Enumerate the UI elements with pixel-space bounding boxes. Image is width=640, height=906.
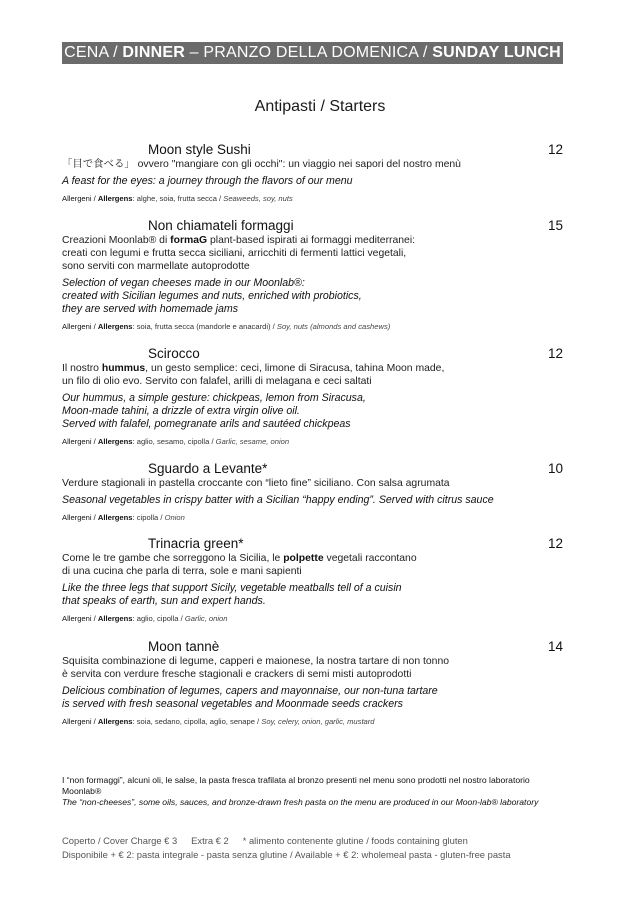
menu-item-header [62,217,563,234]
allergen-label-prefix: Allergeni / [62,717,98,726]
allergens-english: Garlic, onion [184,614,228,623]
header-pranzo: – PRANZO DELLA DOMENICA / [184,44,433,61]
menu-item-price: 12 [547,536,563,551]
menu-item-header [62,345,563,362]
allergen-label [62,717,137,726]
allergen-label-bold: Allergens [97,437,133,446]
menu-item-allergens [62,194,563,204]
allergens-english: Soy, nuts (almonds and cashews) [276,322,391,331]
description-text: plant-based ispirati ai formaggi mediterranei: creati con legumi e frutta secca siciliani, arricchiti di fermenti lattici vegetali, sono serviti con marmellate autoprodotte [62,235,416,272]
description-text: 「目で食べる」 ovvero "mangiare con gli occhi": un viaggio nei sapori del nostro menù [62,159,461,170]
note-italian: I “non formaggi”, alcuni oli, le salse, la pasta fresca trafilata al bronzo presenti nel menu sono prodotti nel nostro laboratorio Moonlab® [62,775,530,796]
allergen-label-bold: Allergens [97,322,133,331]
menu-item-description-english: Our hummus, a simple gesture: chickpeas, lemon from Siracusa, Moon-made tahini, a drizzle of extra virgin olive oil. Served with falafel, pomegranate arils and sautéed chickpeas [62,392,366,430]
allergen-label-suffix: : [132,437,137,446]
menu-item [62,141,563,204]
menu-item-name: Non chiamateli formaggi [148,218,294,233]
menu-header-bar [62,42,563,64]
allergen-label-bold: Allergens [97,513,133,522]
menu-item-header [62,638,563,655]
allergen-label [62,513,137,522]
allergen-label-suffix: : [132,194,137,203]
menu-item-price: 14 [547,639,563,654]
menu-item-allergens [62,614,563,624]
header-dinner: DINNER [122,44,185,61]
menu-item-description-italian [62,655,563,681]
cover-charge: Coperto / Cover Charge € 3 [62,835,178,846]
menu-item-description-italian [62,234,563,273]
allergens-italian: soia, sedano, cipolla, aglio, senape / [136,717,262,726]
menu-item [62,535,563,624]
description-text: Come le tre gambe che sorreggono la Sicilia, le [62,553,284,564]
allergens-english: Seaweeds, soy, nuts [223,194,293,203]
footer-available: Disponibile + € 2: pasta integrale - pasta senza glutine / Available + € 2: wholemeal pasta - gluten-free pasta [62,849,511,860]
footer [62,834,572,862]
description-text: Il nostro [62,363,102,374]
allergen-label-prefix: Allergeni / [62,322,98,331]
footer-line-1 [62,834,572,848]
extra-charge: Extra € 2 [191,835,229,846]
menu-item-description-italian [62,362,563,388]
menu-item-description-italian [62,552,563,578]
allergens-english: Soy, celery, onion, garlic, mustard [261,717,375,726]
allergens-english: Onion [164,513,185,522]
menu-item-allergens [62,322,563,332]
allergen-label-bold: Allergens [97,194,133,203]
allergen-label [62,437,137,446]
menu-item-allergens [62,437,563,447]
allergen-label-bold: Allergens [97,614,133,623]
menu-item-header [62,535,563,552]
allergens-italian: soia, frutta secca (mandorle e anacardi) / [136,322,277,331]
menu-item-allergens [62,717,563,727]
menu-item-price: 12 [547,346,563,361]
menu-item-name: Trinacria green* [148,536,244,551]
gluten-note: * alimento contenente glutine / foods containing gluten [242,835,468,846]
description-highlight: polpette [283,553,324,564]
menu-item-name: Sguardo a Levante* [148,461,268,476]
menu-item-price: 15 [547,218,563,233]
menu-item [62,217,563,332]
description-highlight: hummus [101,363,146,374]
description-text: vegetali raccontano di una cucina che parla di terra, sole e mani sapienti [62,553,417,577]
section-title: Antipasti / Starters [254,98,386,115]
allergen-label-prefix: Allergeni / [62,194,98,203]
menu-item [62,345,563,447]
allergen-label-suffix: : [132,717,137,726]
header-cena: CENA / [64,44,123,61]
menu-item-header [62,141,563,158]
description-text: , un gesto semplice: ceci, limone di Siracusa, tahina Moon made, un filo di olio evo. Servito con falafel, arilli di melagana e ceci saltati [62,363,445,387]
allergen-label [62,322,137,331]
allergens-italian: aglio, sesamo, cipolla / [136,437,216,446]
allergens-italian: aglio, cipolla / [136,614,185,623]
allergen-label-prefix: Allergeni / [62,513,98,522]
allergen-label-suffix: : [132,614,137,623]
menu-item-header [62,460,563,477]
menu-item-name: Scirocco [148,346,200,361]
allergen-label [62,614,137,623]
description-highlight: formaG [170,235,208,246]
allergen-label-bold: Allergens [97,717,133,726]
allergens-italian: cipolla / [136,513,165,522]
menu-item-description-english: Seasonal vegetables in crispy batter with a Sicilian “happy ending”. Served with citrus sauce [62,494,494,506]
allergen-label-suffix: : [132,513,137,522]
allergen-label [62,194,137,203]
menu-item-price: 12 [547,142,563,157]
menu-item [62,460,563,523]
menu-item-description-italian [62,477,563,490]
allergens-english: Garlic, sesame, onion [215,437,290,446]
allergen-label-prefix: Allergeni / [62,614,98,623]
menu-item-price: 10 [547,461,563,476]
allergen-label-suffix: : [132,322,137,331]
menu-item-allergens [62,513,563,523]
allergens-italian: alghe, soia, frutta secca / [136,194,224,203]
allergen-label-prefix: Allergeni / [62,437,98,446]
menu-item [62,638,563,727]
menu-item-description-english: Delicious combination of legumes, capers and mayonnaise, our non-tuna tartare is served with fresh seasonal vegetables and Moonmade seeds crackers [62,685,438,710]
description-text: Verdure stagionali in pastella croccante con “lieto fine” siciliano. Con salsa agrumata [62,478,450,489]
menu-item-description-italian [62,158,563,171]
description-text: Squisita combinazione di legume, capperi e maionese, la nostra tartare di non tonno è servita con verdure fresche stagionali e crackers di semi misti autoprodotti [62,656,449,680]
menu-item-description-english: Selection of vegan cheeses made in our Moonlab®: created with Sicilian legumes and nuts, enriched with probiotics, they are served with homemade jams [62,277,362,315]
header-sunday-lunch: SUNDAY LUNCH [432,44,561,61]
laboratory-note [62,775,563,808]
menu-item-name: Moon tannè [148,639,220,654]
note-english: The “non-cheeses”, some oils, sauces, and bronze-drawn fresh pasta on the menu are produced in our Moon-lab® laboratory [62,797,539,807]
menu-item-description-english: A feast for the eyes: a journey through the flavors of our menu [62,175,353,187]
menu-item-name: Moon style Sushi [148,142,251,157]
menu-item-description-english: Like the three legs that support Sicily, vegetable meatballs tell of a cuisin that speaks of earth, sun and expert hands. [62,582,402,607]
description-text: Creazioni Moonlab® di [62,235,171,246]
